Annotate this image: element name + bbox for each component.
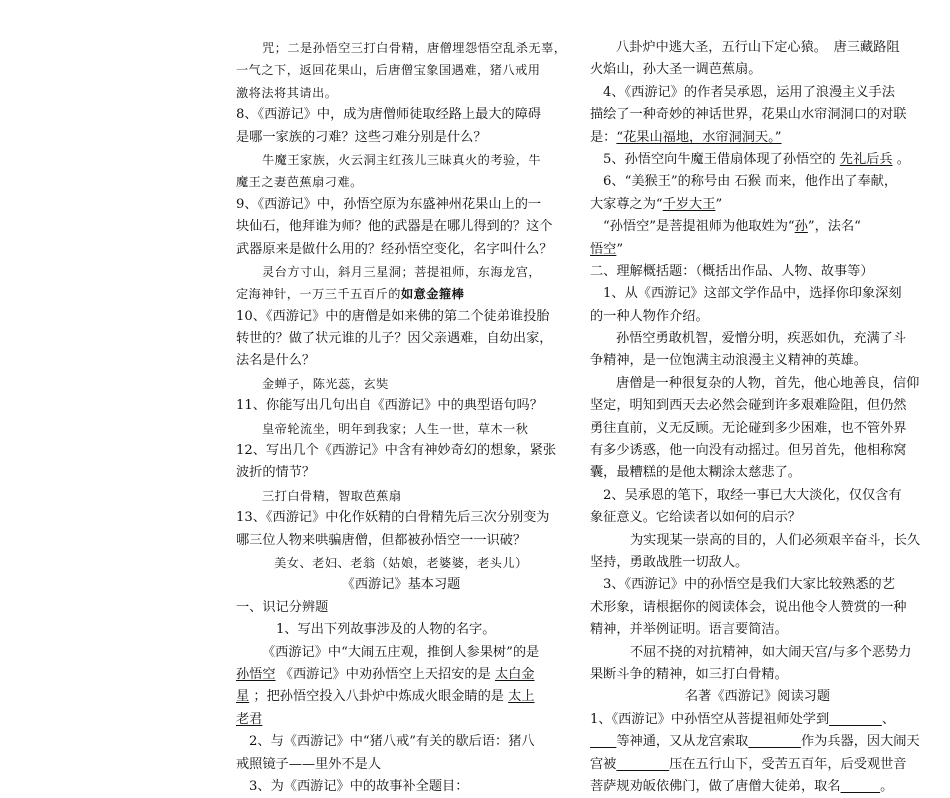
blank	[590, 734, 616, 749]
story-titles-cont: 火焰山，孙大圣一调芭蕉扇。	[590, 62, 762, 78]
answer-9-text: 定海神针，一万三千五百斤的	[236, 287, 401, 302]
text: ”	[715, 196, 723, 212]
subquestion-6-cont	[590, 216, 925, 238]
subquestion-4-cont	[590, 127, 925, 149]
subquestion-6: 6、“美猴王”的称号由 石猴 而来，他作出了奉献，	[603, 174, 898, 190]
text: ”，法名“	[807, 219, 861, 235]
subquestion-4-cont: 描绘了一种奇妙的神话世界，花果山水帘洞洞口的对联	[590, 107, 907, 123]
blank	[841, 779, 881, 794]
answer-underlined: 悟空	[590, 241, 617, 257]
subquestion-5	[590, 149, 925, 171]
question-10-cont: 法名是什么？	[236, 353, 316, 369]
left-column	[236, 37, 566, 798]
answer-11: 皇帝轮流坐，明年到我家；人生一世，草木一秋	[262, 421, 529, 436]
text: “孙悟空”是菩提祖师为他取姓为“	[603, 219, 795, 235]
answer-line: 一气之下，返回花果山，后唐僧宝象国遇难，猪八戒用	[236, 63, 541, 78]
answer-underlined: 太白金	[494, 666, 535, 682]
question-9: 9、《西游记》中，孙悟空原为东盛神州花果山上的一	[236, 196, 542, 212]
blank	[616, 757, 669, 772]
answer-underlined: 孙悟空	[236, 666, 276, 682]
question-3-cont: 精神，并举例证明。语言要简洁。	[590, 622, 788, 638]
answer-underlined: 先礼后兵	[839, 151, 893, 167]
paragraph: 争精神，是一位饱满主动浪漫主义精神的英雄。	[590, 353, 867, 369]
text: 。	[880, 778, 894, 794]
text: 。	[892, 151, 910, 167]
text: 作为兵器，因大闹天	[801, 734, 920, 750]
subquestion-3: 3、为《西游记》中的故事补全题目：	[249, 778, 469, 794]
question-10-cont: 转世的？做了状元谁的儿子？因父亲遇难，自幼出家，	[236, 331, 553, 347]
question-13-cont: 哪三位人物来哄骗唐僧，但都被孙悟空一一识破？	[236, 532, 527, 548]
question-12: 12、写出几个《西游记》中含有神妙奇幻的想象，紧张	[236, 443, 557, 459]
question-3: 3、《西游记》中的孙悟空是我们大家比较熟悉的艺	[603, 577, 895, 593]
subquestion-2: 2、与《西游记》中“猪八戒”有关的歇后语：猪八	[249, 734, 535, 750]
subquestion-1-text	[236, 664, 566, 686]
text: 等神通，又从龙宫索取	[616, 734, 749, 750]
paragraph: 唐僧是一种很复杂的人物，首先，他心地善良，信仰	[616, 375, 920, 391]
section-title: 《西游记》基本习题	[341, 577, 461, 593]
answer-2-cont: 坚持，勇敢战胜一切敌人。	[590, 554, 749, 570]
question-13: 13、《西游记》中化作妖精的白骨精先后三次分别变为	[236, 510, 550, 526]
paragraph: 勇往直前，义无反顾。无论碰到多少困难，也不管外界	[590, 420, 907, 436]
question-1-cont: 的一种人物作介绍。	[590, 308, 709, 324]
question-10: 10、《西游记》中的唐僧是如来佛的第二个徒弟谁投胎	[236, 308, 550, 324]
subquestion-2-cont: 戒照镜子——里外不是人	[236, 756, 382, 772]
answer-line: 激将法将其请出。	[236, 85, 338, 100]
subquestion-1-text	[236, 686, 566, 708]
text: 压在五行山下，受苦五百年，后受观世音	[669, 756, 907, 772]
answer-9-cont	[236, 283, 566, 305]
text: 大家尊之为“	[590, 196, 663, 212]
question-3-cont: 术形象，请根据你的阅读体会，说出他令人赞赏的一种	[590, 599, 907, 615]
subquestion-4: 4、《西游记》的作者吴承恩，运用了浪漫主义手法	[603, 84, 895, 100]
answer-underlined: 太上	[508, 689, 535, 705]
exercise-1-cont	[590, 776, 925, 798]
subquestion-1-text	[236, 709, 566, 731]
question-11: 11、你能写出几句出自《西游记》中的典型语句吗？	[236, 398, 543, 414]
text: 1、《西游记》中孙悟空从菩提祖师处学到	[590, 711, 830, 727]
question-9-cont: 武器原来是做什么用的？经孙悟空变化，名字叫什么？	[236, 241, 553, 257]
text: 宫被	[590, 756, 617, 772]
answer-underlined: 千岁大王	[662, 196, 716, 212]
answer-underlined: “花果山福地，水帘洞洞天。”	[616, 129, 782, 145]
question-1: 1、从《西游记》这部文学作品中，选择你印象深刻	[603, 286, 902, 302]
text: ；把孙悟空投入八卦炉中炼成火眼金睛的是	[249, 689, 509, 705]
right-column	[590, 37, 925, 798]
paragraph: 孙悟空勇敢机智，爱憎分明，疾恶如仇，充满了斗	[616, 331, 907, 347]
text: 《西游记》中劝孙悟空上天招安的是	[275, 666, 495, 682]
question-8: 8、《西游记》中，成为唐僧师徒取经路上最大的障碍	[236, 107, 542, 123]
answer-10: 金蝉子，陈光蕊，玄奘	[262, 376, 389, 391]
blank	[829, 712, 882, 727]
section-heading: 一、识记分辨题	[236, 599, 329, 615]
text: 菩萨规劝皈依佛门，做了唐僧大徒弟，取名	[590, 778, 841, 794]
answer-underlined: 孙	[794, 219, 808, 235]
question-2: 2、吴承恩的笔下，取经一事已大大淡化，仅仅含有	[603, 487, 902, 503]
answer-2: 为实现某一崇高的目的，人们必须艰辛奋斗，长久	[630, 532, 921, 548]
section-heading: 二、理解概括题：（概括出作品、人物、故事等）	[590, 263, 874, 279]
answer-9: 灵台方寸山，斜月三星洞；菩提祖师，东海龙宫，	[262, 264, 542, 279]
answer-line: 咒；二是孙悟空三打白骨精，唐僧埋怨悟空乱杀无辜，	[262, 41, 566, 55]
exercise-1-cont	[590, 731, 925, 753]
paragraph: 坚定，明知到西天去必然会碰到许多艰难险阻，但仍然	[590, 398, 907, 414]
text: 5、孙悟空向牛魔王借扇体现了孙悟空的	[603, 151, 840, 167]
question-8-cont: 是哪一家族的刁难？这些刁难分别是什么？	[236, 129, 487, 145]
question-2-cont: 象征意义。它给读者以如何的启示？	[590, 510, 801, 526]
answer-underlined: 老君	[236, 711, 263, 727]
answer-underlined: 星	[236, 689, 250, 705]
text: 是：	[590, 129, 617, 145]
question-12-cont: 波折的情节？	[236, 465, 316, 481]
answer-8: 牛魔王家族，火云洞主红孩儿三昧真火的考验，牛	[262, 152, 542, 167]
answer-12: 三打白骨精，智取芭蕉扇	[262, 488, 402, 503]
subquestion-1: 1、写出下列故事涉及的人物的名字。	[276, 622, 496, 638]
answer-3-cont: 果断斗争的精神，如三打白骨精。	[590, 666, 788, 682]
paragraph: 囊，最糟糕的是他太糊涂太慈悲了。	[590, 465, 801, 481]
section-title: 名著《西游记》阅读习题	[684, 689, 831, 705]
subquestion-1-text: 《西游记》中“大闹五庄观，推倒人参果树”的是	[262, 644, 540, 660]
story-titles: 八卦炉中逃大圣，五行山下定心猿。 唐三藏路阻	[616, 40, 900, 55]
answer-9-bold: 如意金箍棒	[400, 287, 465, 302]
blank	[748, 734, 801, 749]
exercise-1-cont	[590, 754, 925, 776]
paragraph: 有多少诱惑，他一向没有动摇过。但另首先，他相称窝	[590, 443, 907, 459]
text: 、	[881, 711, 896, 727]
text: ”	[616, 241, 624, 257]
answer-13: 美女、老妇、老翁（姑娘，老婆婆，老头儿）	[274, 555, 528, 570]
answer-3: 不屈不挠的对抗精神，如大闹天宫/与多个恶势力	[630, 644, 912, 660]
question-9-cont: 块仙石，他拜谁为师？他的武器是在哪儿得到的？这个	[236, 219, 553, 235]
subquestion-6-cont	[590, 239, 925, 261]
exercise-1	[590, 709, 925, 731]
answer-8-cont: 魔王之妻芭蕉扇刁难。	[236, 175, 363, 190]
subquestion-6-cont	[590, 194, 925, 216]
